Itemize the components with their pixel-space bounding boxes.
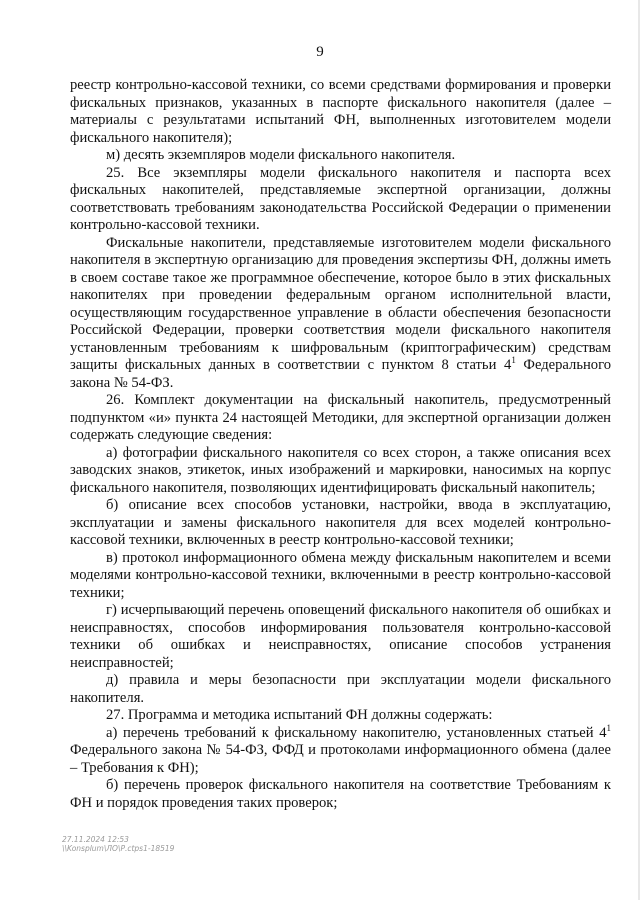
paragraph-text-tail: Федерального закона № 54-ФЗ, ФФД и протоколами информационного обмена (далее – Требования к ФН); — [70, 742, 611, 776]
paragraph-text: б) описание всех способов установки, настройки, ввода в эксплуатацию, эксплуатации и замены фискального накопителя для всех моделей контрольно-кассовой техники, включенных в реестр контрольно-кассовой техники; — [70, 497, 611, 548]
paragraph — [70, 235, 611, 393]
page-number: 9 — [316, 44, 324, 60]
paragraph-text: Фискальные накопители, представляемые изготовителем модели фискального накопителя в экспертную организацию для проведения экспертизы ФН, должны иметь в своем составе такое же программное обеспечение, которое было в этих фискальных накопителях при проведении федеральным органом исполнительной власти, осуществляющим государственное управление в области обеспечения безопасности Российской Федерации, проверки соответствия модели фискального накопителя установленным требованиям к шифровальным (криптографическим) средствам защиты фискальных данных в соответствии с пунктом 8 статьи 4 — [70, 234, 611, 373]
paragraph — [70, 550, 611, 603]
paragraph — [70, 672, 611, 707]
paragraph-text-tail: Федерального закона № 54-ФЗ. — [70, 357, 612, 391]
paragraph — [70, 77, 611, 147]
paragraph — [70, 165, 611, 235]
paragraph — [70, 147, 611, 165]
paragraph — [70, 707, 611, 725]
paragraph-text: г) исчерпывающий перечень оповещений фискального накопителя об ошибках и неисправностях, способов информирования пользователя контрольно-кассовой техники об ошибках и неисправностях, описание способов устранения неисправностей; — [70, 602, 611, 671]
paragraph-text: 26. Комплект документации на фискальный накопитель, предусмотренный подпунктом «и» пункта 24 настоящей Методики, для экспертной организации должен содержать следующие сведения: — [70, 392, 611, 443]
paragraph-text: реестр контрольно-кассовой техники, со всеми средствами формирования и проверки фискальных признаков, указанных в паспорте фискального накопителя (далее – материалы с результатами испытаний ФН, выполненных изготовителем модели фискального накопителя); — [70, 77, 611, 146]
print-stamp-path: \\Konsplum\ЛО\Р.ctps1-18519 — [62, 844, 175, 853]
paragraph-text: в) протокол информационного обмена между фискальным накопителем и всеми моделями контрольно-кассовой техники, включенными в реестр контрольно-кассовой техники; — [70, 549, 611, 601]
print-stamp — [62, 835, 174, 853]
paragraph-text: а) перечень требований к фискальному накопителю, установленных статьей 4 — [106, 724, 607, 741]
paragraph-text: м) десять экземпляров модели фискального накопителя. — [106, 147, 456, 163]
paragraph-text: а) фотографии фискального накопителя со всех сторон, а также описания всех заводских знаков, этикеток, иных изображений и маркировки, наносимых на корпус фискального накопителя, позволяющих идентифицировать фискальный накопитель; — [70, 444, 611, 496]
paragraph — [70, 497, 611, 550]
paragraph — [70, 602, 611, 672]
document-body — [70, 77, 611, 812]
paragraph-text: д) правила и меры безопасности при эксплуатации модели фискального накопителя. — [70, 672, 611, 706]
paragraph — [70, 392, 611, 445]
paragraph — [70, 777, 611, 812]
print-stamp-date: 27.11.2024 12:53 — [62, 835, 129, 844]
paragraph-text: 27. Программа и методика испытаний ФН должны содержать: — [106, 707, 493, 723]
paragraph-text: б) перечень проверок фискального накопителя на соответствие Требованиям к ФН и порядок проведения таких проверок; — [70, 777, 611, 811]
superscript: 1 — [606, 722, 611, 733]
paragraph — [70, 445, 611, 498]
superscript: 1 — [511, 355, 516, 366]
paragraph — [70, 722, 611, 778]
paragraph-text: 25. Все экземпляры модели фискального накопителя и паспорта всех фискальных накопителей, представляемые экспертной организации, должны соответствовать требованиям законодательства Российской Федерации о применении контрольно-кассовой техники. — [70, 164, 611, 233]
